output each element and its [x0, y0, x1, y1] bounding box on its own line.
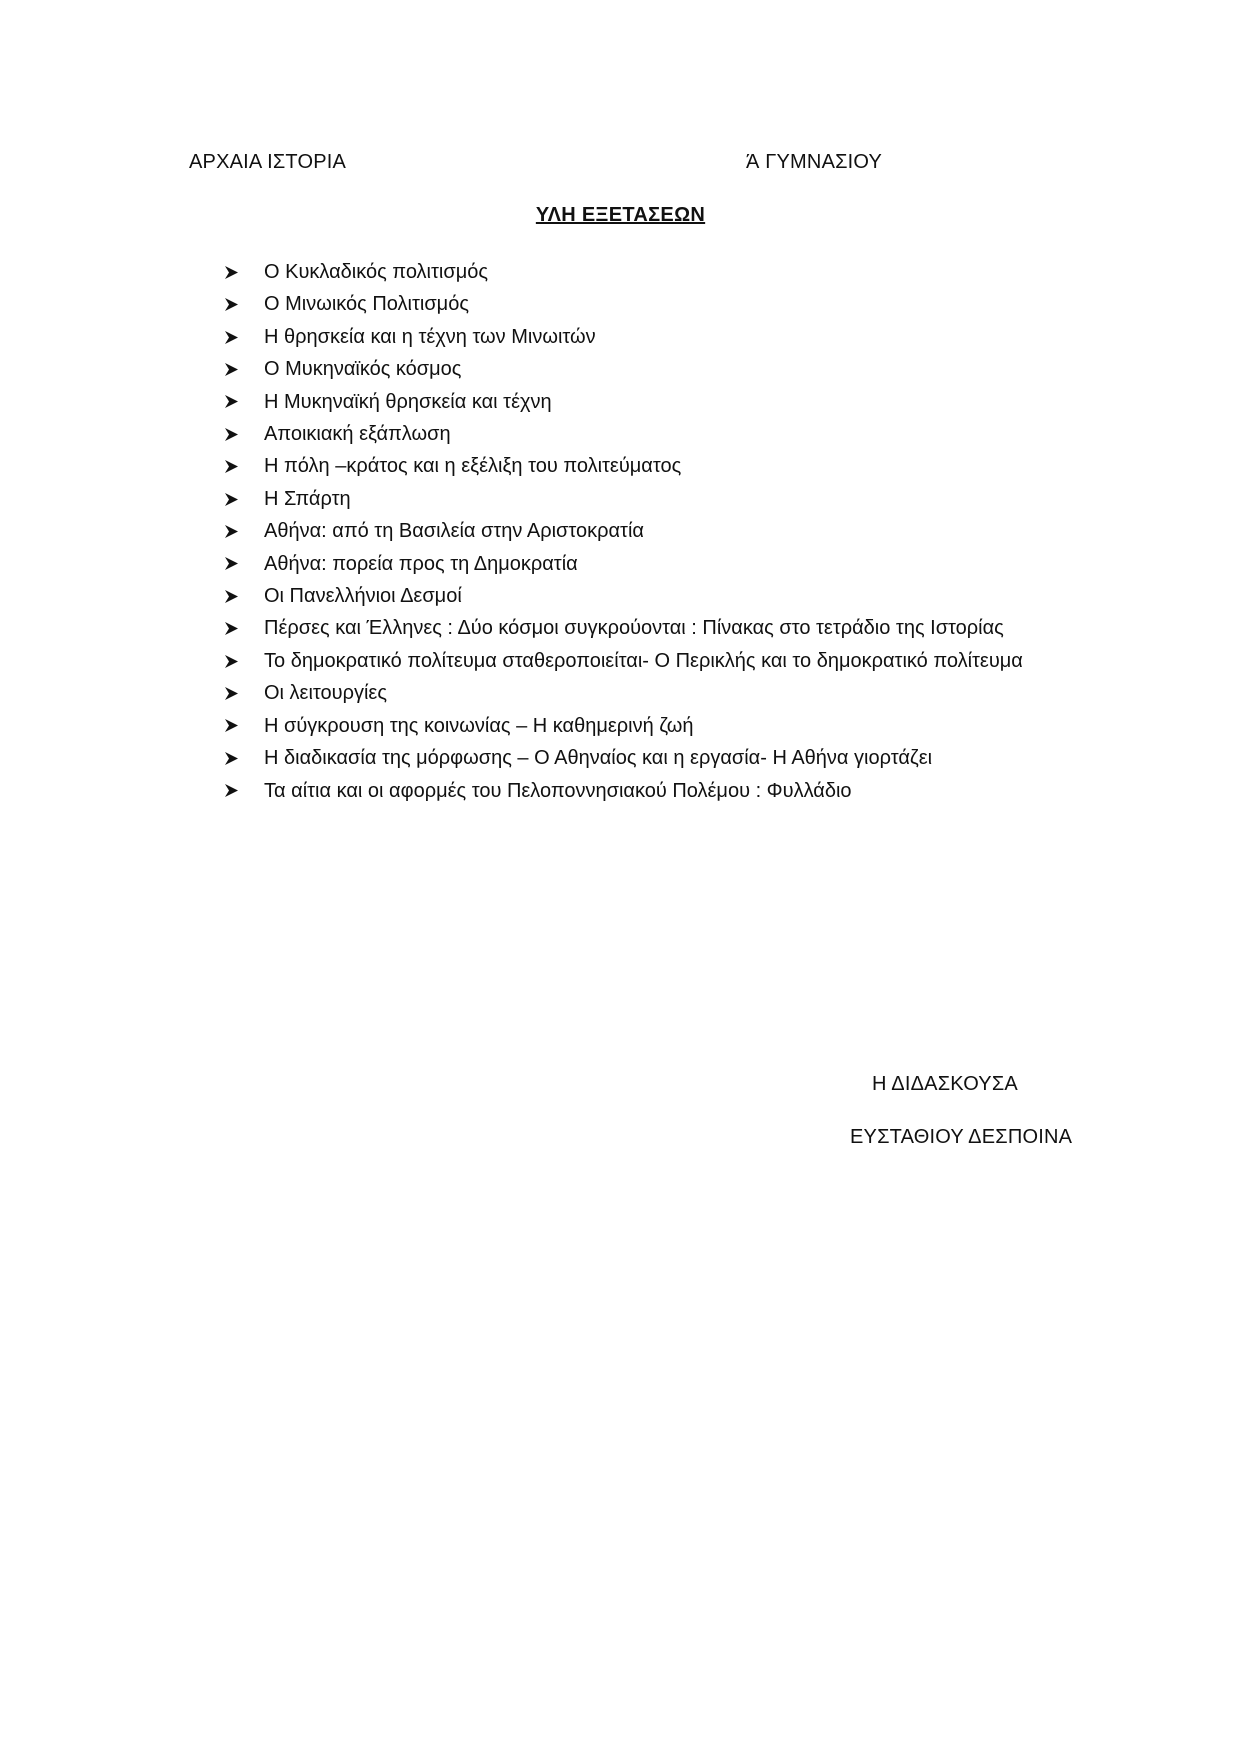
arrowhead-bullet-icon — [224, 612, 264, 644]
topic-text: Η Σπάρτη — [264, 487, 351, 510]
topic-item — [224, 450, 1084, 482]
topic-text: Ο Μυκηναϊκός κόσμος — [264, 358, 462, 381]
arrowhead-bullet-icon — [224, 483, 264, 515]
grade-heading: Ά ΓΥΜΝΑΣΙΟΥ — [746, 151, 883, 173]
topic-text: Η θρησκεία και η τέχνη των Μινωιτών — [264, 325, 596, 348]
topic-list — [224, 256, 1084, 807]
topic-text: Η σύγκρουση της κοινωνίας – Η καθημερινή ζωή — [264, 714, 694, 737]
topic-text: Οι λειτουργίες — [264, 682, 387, 705]
topic-item — [224, 548, 1084, 580]
arrowhead-bullet-icon — [224, 515, 264, 547]
topic-text: Αποικιακή εξάπλωση — [264, 423, 451, 446]
topic-item — [224, 515, 1084, 547]
topic-item — [224, 775, 1084, 807]
subject-heading: ΑΡΧΑΙΑ ΙΣΤΟΡΙΑ — [189, 151, 347, 173]
topic-text: Το δημοκρατικό πολίτευμα σταθεροποιείται- Ο Περικλής και το δημοκρατικό πολίτευμα — [264, 649, 1023, 672]
signature-name: ΕΥΣΤΑΘΙΟΥ ΔΕΣΠΟΙΝΑ — [850, 1126, 1073, 1148]
arrowhead-bullet-icon — [224, 418, 264, 450]
arrowhead-bullet-icon — [224, 775, 264, 807]
topic-item — [224, 418, 1084, 450]
arrowhead-bullet-icon — [224, 677, 264, 709]
topic-text: Αθήνα: από τη Βασιλεία στην Αριστοκρατία — [264, 520, 644, 543]
topic-item — [224, 710, 1084, 742]
topic-item — [224, 612, 1084, 644]
arrowhead-bullet-icon — [224, 548, 264, 580]
arrowhead-bullet-icon — [224, 450, 264, 482]
topic-item — [224, 742, 1084, 774]
topic-text: Αθήνα: πορεία προς τη Δημοκρατία — [264, 552, 578, 575]
topic-text: Ο Κυκλαδικός πολιτισμός — [264, 261, 488, 283]
arrowhead-bullet-icon — [224, 288, 264, 320]
topic-text: Οι Πανελλήνιοι Δεσμοί — [264, 585, 462, 608]
signature-role: Η ΔΙΔΑΣΚΟΥΣΑ — [872, 1073, 1018, 1095]
topic-text: Τα αίτια και οι αφορμές του Πελοποννησιακού Πολέμου : Φυλλάδιο — [264, 779, 852, 802]
arrowhead-bullet-icon — [224, 645, 264, 677]
arrowhead-bullet-icon — [224, 710, 264, 742]
topic-item — [224, 580, 1084, 612]
topic-item — [224, 677, 1084, 709]
topic-text: Ο Μινωικός Πολιτισμός — [264, 293, 469, 316]
topic-text: Η Μυκηναϊκή θρησκεία και τέχνη — [264, 390, 552, 413]
topic-item — [224, 288, 1084, 320]
arrowhead-bullet-icon — [224, 256, 264, 288]
topic-item — [224, 645, 1084, 677]
topic-text: Η πόλη –κράτος και η εξέλιξη του πολιτεύματος — [264, 455, 682, 478]
page-title: ΥΛΗ ΕΞΕΤΑΣΕΩΝ — [535, 204, 706, 226]
topic-item — [224, 321, 1084, 353]
topic-text: Πέρσες και Έλληνες : Δύο κόσμοι συγκρούονται : Πίνακας στο τετράδιο της Ιστορίας — [264, 617, 1004, 640]
arrowhead-bullet-icon — [224, 580, 264, 612]
arrowhead-bullet-icon — [224, 386, 264, 418]
topic-item — [224, 353, 1084, 385]
topic-text: Η διαδικασία της μόρφωσης – Ο Αθηναίος και η εργασία- Η Αθήνα γιορτάζει — [264, 747, 933, 770]
arrowhead-bullet-icon — [224, 321, 264, 353]
arrowhead-bullet-icon — [224, 353, 264, 385]
topic-item — [224, 386, 1084, 418]
topic-item — [224, 483, 1084, 515]
topic-item — [224, 256, 1084, 288]
arrowhead-bullet-icon — [224, 742, 264, 774]
